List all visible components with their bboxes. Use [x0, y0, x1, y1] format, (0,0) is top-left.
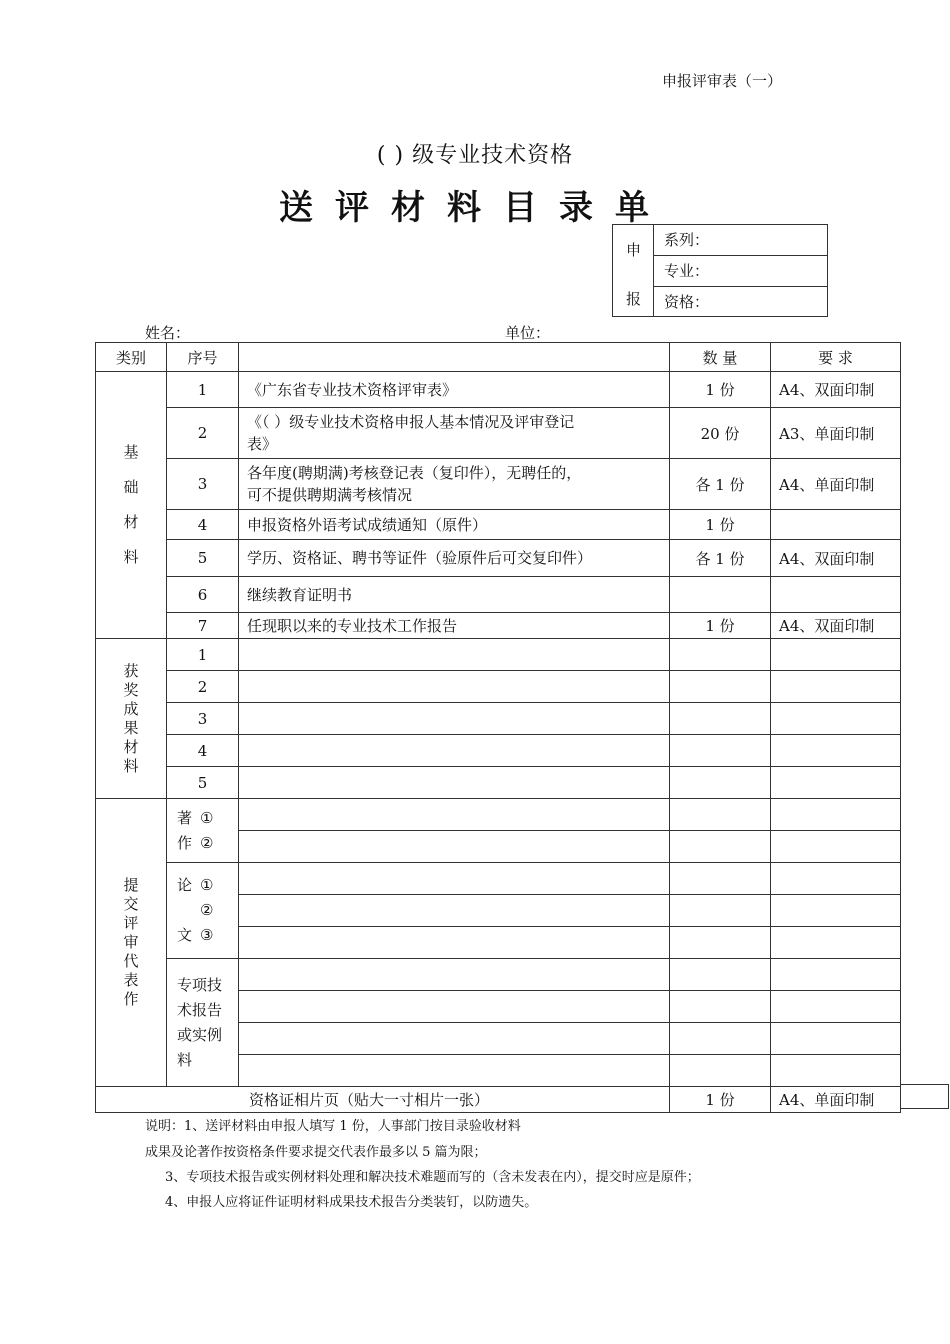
works-subgroup: 著 ① 作 ②	[167, 799, 239, 863]
requirement-cell: A4、双面印制	[771, 613, 901, 639]
quantity-cell[interactable]	[670, 895, 771, 927]
quantity-cell[interactable]	[670, 671, 771, 703]
table-row	[96, 671, 901, 703]
item-cell[interactable]	[239, 831, 670, 863]
quantity-cell[interactable]	[670, 703, 771, 735]
form-label: 申报评审表（一）	[662, 72, 783, 90]
header-item	[239, 343, 670, 372]
item-cell[interactable]	[239, 927, 670, 959]
seq-cell: 3	[167, 459, 239, 510]
requirement-cell[interactable]	[771, 895, 901, 927]
item-cell[interactable]	[239, 671, 670, 703]
apply-label-bottom: 报	[625, 290, 641, 308]
name-label: 姓名：	[145, 324, 191, 342]
special-report-subgroup: 专项技 术报告 或实例 料	[167, 959, 239, 1087]
table-row	[96, 959, 901, 991]
quantity-cell[interactable]	[670, 1055, 771, 1087]
requirement-cell[interactable]	[771, 927, 901, 959]
requirement-cell[interactable]	[771, 1023, 901, 1055]
seq-cell: 3	[167, 703, 239, 735]
seq-cell: 2	[167, 671, 239, 703]
seq-cell: 1	[167, 639, 239, 671]
quantity-cell[interactable]	[670, 927, 771, 959]
seq-cell: 5	[167, 767, 239, 799]
quantity-cell[interactable]	[670, 639, 771, 671]
header-quantity: 数 量	[670, 343, 771, 372]
quantity-cell[interactable]	[670, 735, 771, 767]
requirement-cell	[771, 577, 901, 613]
requirement-cell: A4、单面印制	[771, 1087, 901, 1113]
category-basic-materials: 基 础 材 料	[96, 372, 167, 639]
header-seq: 序号	[167, 343, 239, 372]
requirement-cell[interactable]	[771, 735, 901, 767]
item-cell[interactable]	[239, 991, 670, 1023]
series-field[interactable]: 系列：	[654, 225, 828, 256]
quantity-cell: 各 1 份	[670, 540, 771, 577]
requirement-cell[interactable]	[771, 959, 901, 991]
requirement-cell: A4、单面印制	[771, 459, 901, 510]
specialty-field[interactable]: 专业：	[654, 256, 828, 287]
table-row	[96, 459, 901, 510]
item-cell[interactable]	[239, 639, 670, 671]
seq-cell: 7	[167, 613, 239, 639]
item-cell: 《（ ）级专业技术资格申报人基本情况及评审登记 表》	[239, 408, 670, 459]
table-row	[96, 863, 901, 895]
quantity-cell[interactable]	[670, 863, 771, 895]
materials-table	[95, 342, 901, 1113]
quantity-cell[interactable]	[670, 799, 771, 831]
requirement-cell[interactable]	[771, 639, 901, 671]
seq-cell: 5	[167, 540, 239, 577]
item-cell: 继续教育证明书	[239, 577, 670, 613]
table-row	[96, 408, 901, 459]
requirement-cell[interactable]	[771, 671, 901, 703]
level-title: ( ) 级专业技术资格	[376, 143, 574, 168]
table-row	[96, 510, 901, 540]
quantity-cell[interactable]	[670, 1023, 771, 1055]
table-row	[96, 639, 901, 671]
application-info-box	[612, 224, 828, 317]
page-title: 送评材料目录单	[279, 188, 671, 228]
table-row	[96, 735, 901, 767]
note-line-1: 说明：1、送评材料由申报人填写 1 份，人事部门按目录验收材料	[145, 1119, 521, 1134]
quantity-cell: 1 份	[670, 613, 771, 639]
requirement-cell[interactable]	[771, 799, 901, 831]
note-line-4: 4、申报人应将证件证明材料成果技术报告分类装钉，以防遗失。	[165, 1195, 538, 1210]
header-requirement: 要 求	[771, 343, 901, 372]
table-row	[96, 577, 901, 613]
extra-cell	[900, 1084, 949, 1109]
quantity-cell[interactable]	[670, 991, 771, 1023]
requirement-cell[interactable]	[771, 767, 901, 799]
table-row	[96, 767, 901, 799]
requirement-cell[interactable]	[771, 863, 901, 895]
item-cell[interactable]	[239, 863, 670, 895]
quantity-cell	[670, 577, 771, 613]
requirement-cell: A4、双面印制	[771, 540, 901, 577]
quantity-cell: 各 1 份	[670, 459, 771, 510]
requirement-cell[interactable]	[771, 991, 901, 1023]
requirement-cell[interactable]	[771, 831, 901, 863]
item-cell[interactable]	[239, 959, 670, 991]
item-cell: 各年度(聘期满)考核登记表（复印件），无聘任的， 可不提供聘期满考核情况	[239, 459, 670, 510]
quantity-cell: 1 份	[670, 1087, 771, 1113]
header-category: 类别	[96, 343, 167, 372]
table-row	[96, 613, 901, 639]
table-row-photo	[96, 1087, 901, 1113]
quantity-cell[interactable]	[670, 767, 771, 799]
unit-label: 单位：	[505, 324, 551, 342]
quantity-cell: 1 份	[670, 372, 771, 408]
table-header-row	[96, 343, 901, 372]
item-cell[interactable]	[239, 1023, 670, 1055]
quantity-cell: 20 份	[670, 408, 771, 459]
seq-cell: 6	[167, 577, 239, 613]
item-cell[interactable]	[239, 799, 670, 831]
requirement-cell: A4、双面印制	[771, 372, 901, 408]
requirement-cell	[771, 510, 901, 540]
table-row	[96, 540, 901, 577]
table-row	[96, 703, 901, 735]
quantity-cell[interactable]	[670, 831, 771, 863]
qualification-field[interactable]: 资格：	[664, 293, 710, 311]
note-line-2: 成果及论著作按资格条件要求提交代表作最多以 5 篇为限；	[145, 1145, 487, 1160]
item-cell[interactable]	[239, 735, 670, 767]
category-representative-works: 提 交 评 审 代 表 作	[96, 799, 167, 1087]
apply-label	[613, 225, 654, 316]
quantity-cell: 1 份	[670, 510, 771, 540]
papers-subgroup: 论 ① ② 文 ③	[167, 863, 239, 959]
note-line-3: 3、专项技术报告或实例材料处理和解决技术难题而写的（含未发表在内），提交时应是原件；	[165, 1170, 700, 1185]
item-cell: 任现职以来的专业技术工作报告	[239, 613, 670, 639]
seq-cell: 1	[167, 372, 239, 408]
table-row	[96, 799, 901, 831]
category-award-materials: 获 奖 成 果 材 料	[96, 639, 167, 799]
requirement-cell[interactable]	[771, 703, 901, 735]
photo-item-cell: 资格证相片页（贴大一寸相片一张）	[96, 1087, 670, 1113]
item-cell: 学历、资格证、聘书等证件（验原件后可交复印件）	[239, 540, 670, 577]
requirement-cell[interactable]	[771, 1055, 901, 1087]
quantity-cell[interactable]	[670, 959, 771, 991]
seq-cell: 4	[167, 735, 239, 767]
item-cell[interactable]	[239, 1055, 670, 1087]
table-row	[96, 372, 901, 408]
item-cell: 《广东省专业技术资格评审表》	[239, 372, 670, 408]
item-cell[interactable]	[239, 703, 670, 735]
seq-cell: 4	[167, 510, 239, 540]
seq-cell: 2	[167, 408, 239, 459]
item-cell: 申报资格外语考试成绩通知（原件）	[239, 510, 670, 540]
requirement-cell: A3、单面印制	[771, 408, 901, 459]
item-cell[interactable]	[239, 767, 670, 799]
item-cell[interactable]	[239, 895, 670, 927]
apply-label-top: 申	[625, 241, 641, 259]
